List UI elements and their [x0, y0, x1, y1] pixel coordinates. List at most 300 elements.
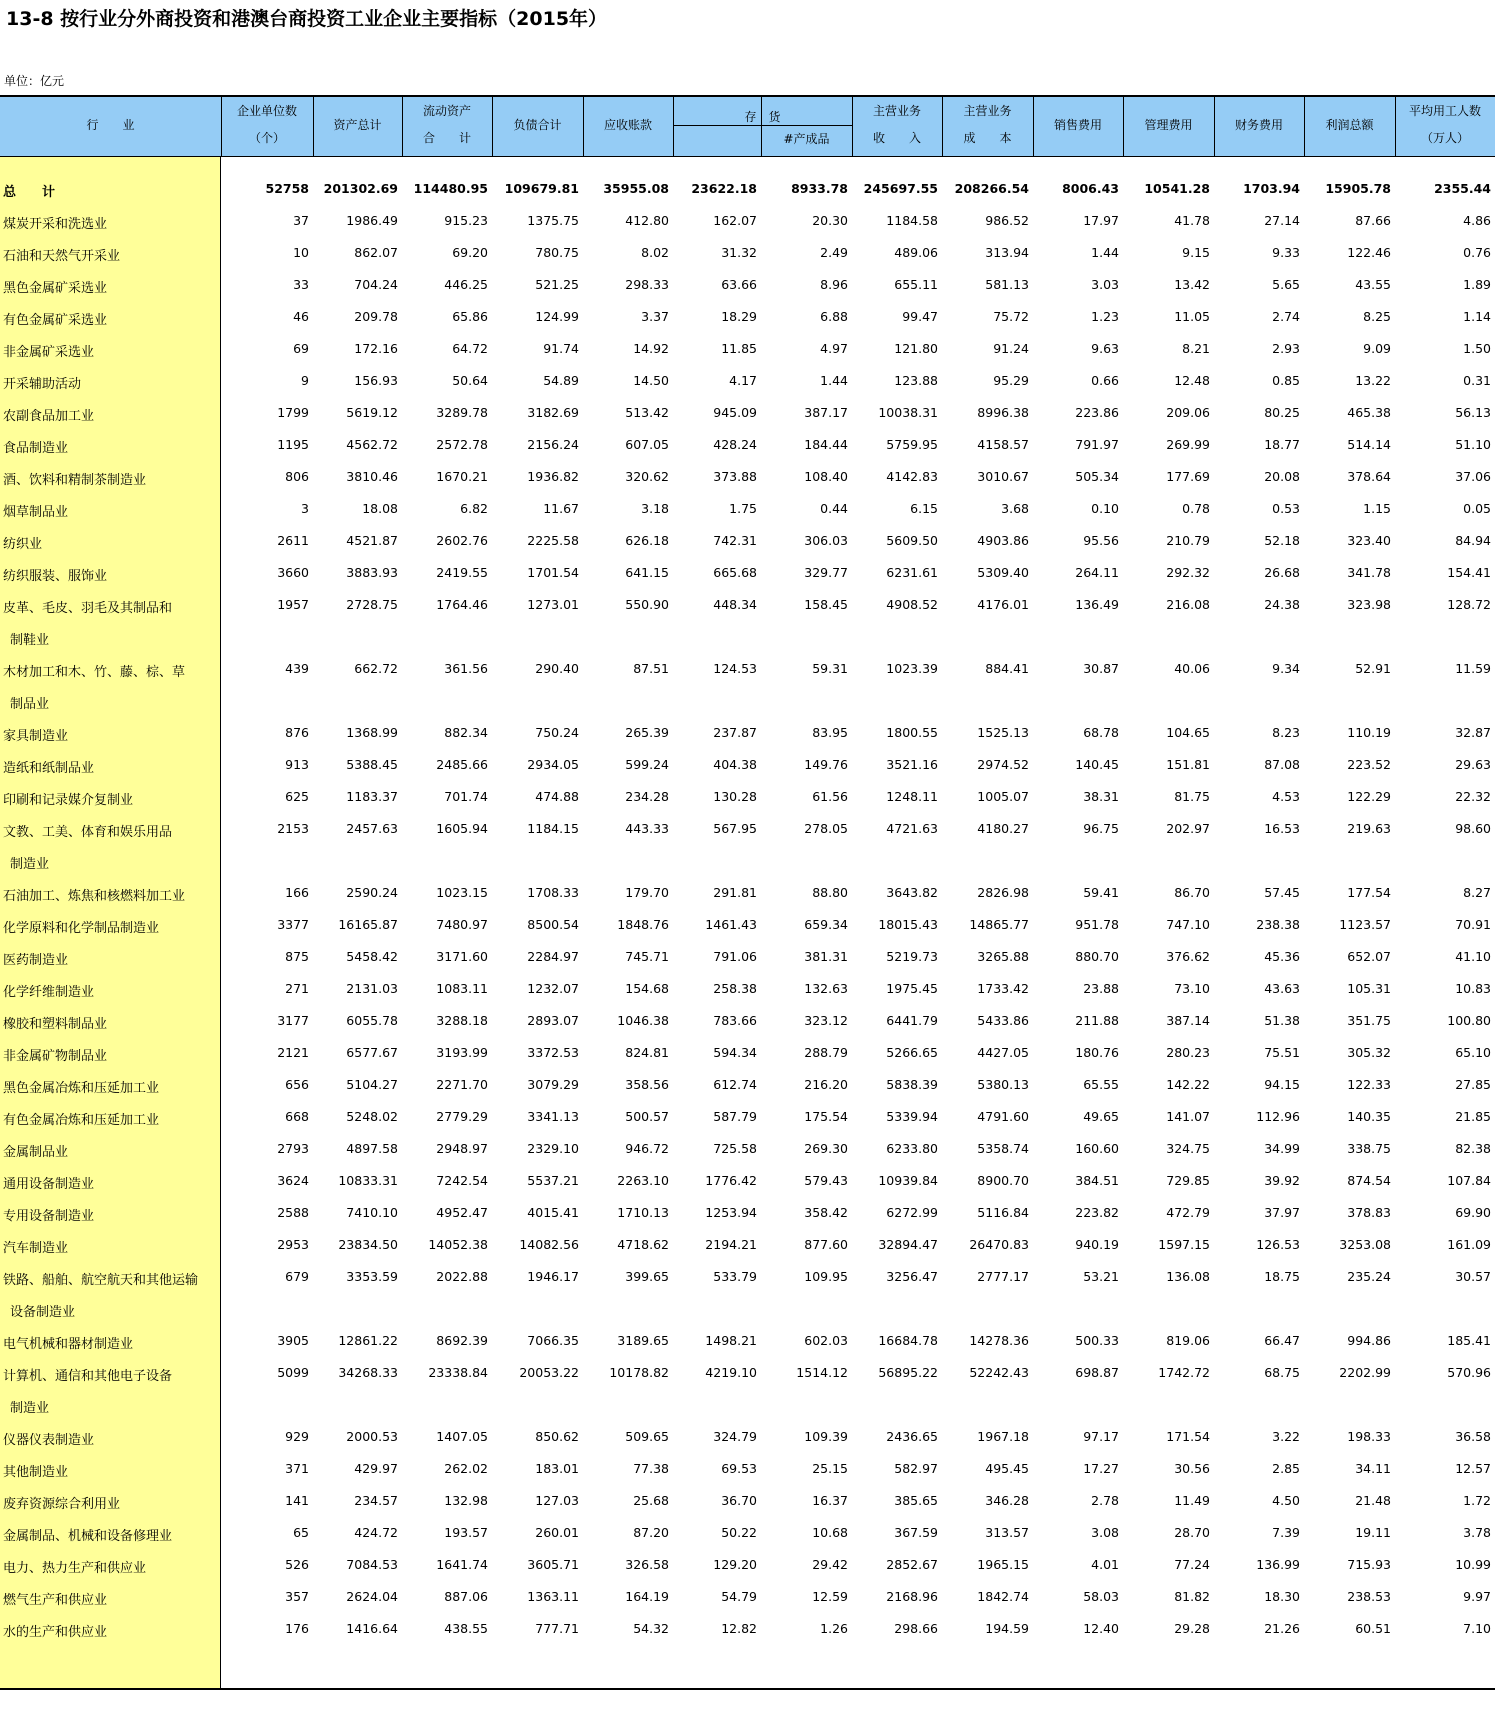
- cell-value: 16165.87: [338, 917, 398, 932]
- cell-value: 1514.12: [796, 1365, 848, 1380]
- cell-value: 211.88: [1075, 1013, 1119, 1028]
- cell-value: 5838.39: [886, 1077, 938, 1092]
- cell-value: 198.33: [1347, 1429, 1391, 1444]
- cell-value: 5619.12: [346, 405, 398, 420]
- header-divider: [673, 95, 674, 157]
- cell-value: 587.79: [713, 1109, 757, 1124]
- column-header-4: 负债合计: [513, 118, 562, 132]
- cell-value: 10: [293, 245, 309, 260]
- industry-name: 化学纤维制造业: [3, 985, 95, 1000]
- cell-value: 2.78: [1091, 1493, 1119, 1508]
- cell-value: 179.70: [625, 885, 669, 900]
- cell-value: 1248.11: [886, 789, 938, 804]
- cell-value: 2485.66: [436, 757, 488, 772]
- cell-value: 10038.31: [878, 405, 938, 420]
- table-row: [0, 1325, 1495, 1357]
- cell-value: 2948.97: [436, 1141, 488, 1156]
- cell-value: 1708.33: [527, 885, 579, 900]
- cell-value: 5433.86: [977, 1013, 1029, 1028]
- cell-value: 5.65: [1272, 277, 1300, 292]
- table-row: [0, 749, 1495, 781]
- cell-value: 625: [285, 789, 309, 804]
- industry-name: 铁路、船舶、航空航天和其他运输: [3, 1273, 199, 1288]
- industry-name-continued: 制品业: [10, 697, 50, 712]
- cell-value: 8692.39: [436, 1333, 488, 1348]
- cell-value: 109679.81: [504, 181, 579, 196]
- cell-value: 16.53: [1264, 821, 1300, 836]
- cell-value: 136.49: [1075, 597, 1119, 612]
- cell-value: 13.22: [1355, 373, 1391, 388]
- cell-value: 32894.47: [878, 1237, 938, 1252]
- cell-value: 171.54: [1166, 1429, 1210, 1444]
- cell-value: 14.50: [633, 373, 669, 388]
- cell-value: 1.44: [1091, 245, 1119, 260]
- cell-value: 288.79: [804, 1045, 848, 1060]
- cell-value: 27.14: [1264, 213, 1300, 228]
- industry-name: 家具制造业: [3, 729, 69, 744]
- cell-value: 3177: [277, 1013, 309, 1028]
- cell-value: 2271.70: [436, 1077, 488, 1092]
- cell-value: 3810.46: [346, 469, 398, 484]
- column-header-6: 存 货: [744, 110, 781, 124]
- table-row: [0, 205, 1495, 237]
- cell-value: 0.85: [1272, 373, 1300, 388]
- cell-value: 109.39: [804, 1429, 848, 1444]
- cell-value: 3624: [277, 1173, 309, 1188]
- cell-value: 882.34: [444, 725, 488, 740]
- cell-value: 994.86: [1347, 1333, 1391, 1348]
- cell-value: 18.75: [1264, 1269, 1300, 1284]
- column-header-line1: 企业单位数: [236, 104, 297, 118]
- cell-value: 424.72: [354, 1525, 398, 1540]
- cell-value: 37.97: [1264, 1205, 1300, 1220]
- cell-value: 216.20: [804, 1077, 848, 1092]
- cell-value: 500.33: [1075, 1333, 1119, 1348]
- cell-value: 2572.78: [436, 437, 488, 452]
- cell-value: 323.98: [1347, 597, 1391, 612]
- cell-value: 1273.01: [527, 597, 579, 612]
- cell-value: 68.75: [1264, 1365, 1300, 1380]
- cell-value: 745.71: [625, 949, 669, 964]
- cell-value: 581.13: [985, 277, 1029, 292]
- unit-label: 单位：亿元: [4, 74, 65, 88]
- cell-value: 3377: [277, 917, 309, 932]
- cell-value: 298.66: [894, 1621, 938, 1636]
- cell-value: 1407.05: [436, 1429, 488, 1444]
- cell-value: 108.40: [804, 469, 848, 484]
- cell-value: 1848.76: [617, 917, 669, 932]
- cell-value: 884.41: [985, 661, 1029, 676]
- cell-value: 1005.07: [977, 789, 1029, 804]
- cell-value: 9.34: [1272, 661, 1300, 676]
- cell-value: 87.20: [633, 1525, 669, 1540]
- industry-name: 金属制品业: [3, 1145, 69, 1160]
- table-row: [0, 269, 1495, 301]
- cell-value: 10178.82: [609, 1365, 669, 1380]
- cell-value: 3.68: [1001, 501, 1029, 516]
- cell-value: 1936.82: [527, 469, 579, 484]
- cell-value: 84.94: [1455, 533, 1491, 548]
- cell-value: 51.10: [1455, 437, 1491, 452]
- cell-value: 5537.21: [527, 1173, 579, 1188]
- cell-value: 41.10: [1455, 949, 1491, 964]
- cell-value: 8.27: [1463, 885, 1491, 900]
- cell-value: 819.06: [1166, 1333, 1210, 1348]
- cell-value: 223.52: [1347, 757, 1391, 772]
- cell-value: 260.01: [535, 1525, 579, 1540]
- industry-name: 石油加工、炼焦和核燃料加工业: [3, 889, 186, 904]
- industry-name-continued: 制鞋业: [10, 633, 50, 648]
- cell-value: 160.60: [1075, 1141, 1119, 1156]
- cell-value: 81.75: [1174, 789, 1210, 804]
- cell-value: 1368.99: [346, 725, 398, 740]
- cell-value: 235.24: [1347, 1269, 1391, 1284]
- cell-value: 77.38: [633, 1461, 669, 1476]
- cell-value: 1957: [277, 597, 309, 612]
- cell-value: 35955.08: [603, 181, 669, 196]
- cell-value: 3193.99: [436, 1045, 488, 1060]
- cell-value: 1461.43: [705, 917, 757, 932]
- cell-value: 1733.42: [977, 981, 1029, 996]
- cell-value: 19.11: [1355, 1525, 1391, 1540]
- cell-value: 61.56: [812, 789, 848, 804]
- cell-value: 87.08: [1264, 757, 1300, 772]
- cell-value: 2611: [277, 533, 309, 548]
- cell-value: 4.86: [1463, 213, 1491, 228]
- cell-value: 313.94: [985, 245, 1029, 260]
- cell-value: 373.88: [713, 469, 757, 484]
- cell-value: 533.79: [713, 1269, 757, 1284]
- cell-value: 30.57: [1455, 1269, 1491, 1284]
- cell-value: 172.16: [354, 341, 398, 356]
- cell-value: 495.45: [985, 1461, 1029, 1476]
- cell-value: 8900.70: [977, 1173, 1029, 1188]
- cell-value: 29.42: [812, 1557, 848, 1572]
- cell-value: 7480.97: [436, 917, 488, 932]
- industry-name: 纺织业: [3, 537, 43, 552]
- cell-value: 612.74: [713, 1077, 757, 1092]
- cell-value: 412.80: [625, 213, 669, 228]
- cell-value: 3.37: [641, 309, 669, 324]
- cell-value: 3288.18: [436, 1013, 488, 1028]
- cell-value: 323.12: [804, 1013, 848, 1028]
- cell-value: 83.95: [812, 725, 848, 740]
- cell-value: 3182.69: [527, 405, 579, 420]
- cell-value: 37: [293, 213, 309, 228]
- cell-value: 164.19: [625, 1589, 669, 1604]
- cell-value: 1799: [277, 405, 309, 420]
- cell-value: 324.79: [713, 1429, 757, 1444]
- cell-value: 1800.55: [886, 725, 938, 740]
- cell-value: 11.67: [543, 501, 579, 516]
- cell-value: 358.56: [625, 1077, 669, 1092]
- column-header-12: 财务费用: [1234, 118, 1283, 132]
- cell-value: 357: [285, 1589, 309, 1604]
- cell-value: 98.60: [1455, 821, 1491, 836]
- cell-value: 1703.94: [1243, 181, 1300, 196]
- cell-value: 0.31: [1463, 373, 1491, 388]
- cell-value: 1184.15: [527, 821, 579, 836]
- column-header-0: 行 业: [86, 118, 135, 132]
- cell-value: 2457.63: [346, 821, 398, 836]
- cell-value: 659.34: [804, 917, 848, 932]
- cell-value: 913: [285, 757, 309, 772]
- cell-value: 387.14: [1166, 1013, 1210, 1028]
- cell-value: 1253.94: [705, 1205, 757, 1220]
- table-row: [0, 1581, 1495, 1613]
- cell-value: 151.81: [1166, 757, 1210, 772]
- table-row: [0, 1229, 1495, 1261]
- cell-value: 791.06: [713, 949, 757, 964]
- cell-value: 183.01: [535, 1461, 579, 1476]
- cell-value: 158.45: [804, 597, 848, 612]
- industry-name: 文教、工美、体育和娱乐用品: [3, 825, 173, 840]
- cell-value: 2602.76: [436, 533, 488, 548]
- table-row: [0, 941, 1495, 973]
- cell-value: 945.09: [713, 405, 757, 420]
- cell-value: 1.15: [1363, 501, 1391, 516]
- cell-value: 2893.07: [527, 1013, 579, 1028]
- cell-value: 704.24: [354, 277, 398, 292]
- cell-value: 6.82: [460, 501, 488, 516]
- cell-value: 550.90: [625, 597, 669, 612]
- industry-name: 煤炭开采和洗选业: [3, 217, 108, 232]
- industry-name: 有色金属冶炼和压延加工业: [3, 1113, 160, 1128]
- cell-value: 747.10: [1166, 917, 1210, 932]
- cell-value: 88.80: [812, 885, 848, 900]
- cell-value: 10.99: [1455, 1557, 1491, 1572]
- cell-value: 60.51: [1355, 1621, 1391, 1636]
- cell-value: 6055.78: [346, 1013, 398, 1028]
- cell-value: 378.83: [1347, 1205, 1391, 1220]
- cell-value: 0.66: [1091, 373, 1119, 388]
- table-row: [0, 973, 1495, 1005]
- cell-value: 313.57: [985, 1525, 1029, 1540]
- cell-value: 1742.72: [1158, 1365, 1210, 1380]
- cell-value: 65.55: [1083, 1077, 1119, 1092]
- cell-value: 36.58: [1455, 1429, 1491, 1444]
- cell-value: 1.26: [820, 1621, 848, 1636]
- cell-value: 2793: [277, 1141, 309, 1156]
- column-header-line2: （个）: [248, 131, 285, 145]
- cell-value: 5358.74: [977, 1141, 1029, 1156]
- cell-value: 124.53: [713, 661, 757, 676]
- cell-value: 5099: [277, 1365, 309, 1380]
- cell-value: 12.48: [1174, 373, 1210, 388]
- cell-value: 4015.41: [527, 1205, 579, 1220]
- cell-value: 237.87: [713, 725, 757, 740]
- cell-value: 21.48: [1355, 1493, 1391, 1508]
- cell-value: 1641.74: [436, 1557, 488, 1572]
- cell-value: 69: [293, 341, 309, 356]
- column-header-9: [942, 103, 1033, 146]
- column-header-10: 销售费用: [1053, 118, 1102, 132]
- cell-value: 2779.29: [436, 1109, 488, 1124]
- cell-value: 1195: [277, 437, 309, 452]
- table-row: [0, 493, 1495, 525]
- cell-value: 127.03: [535, 1493, 579, 1508]
- table-row: [0, 525, 1495, 557]
- cell-value: 141: [285, 1493, 309, 1508]
- cell-value: 26470.83: [969, 1237, 1029, 1252]
- cell-value: 1.44: [820, 373, 848, 388]
- cell-value: 52242.43: [969, 1365, 1029, 1380]
- cell-value: 290.40: [535, 661, 579, 676]
- cell-value: 59.31: [812, 661, 848, 676]
- cell-value: 18.08: [362, 501, 398, 516]
- cell-value: 184.44: [804, 437, 848, 452]
- cell-value: 69.53: [721, 1461, 757, 1476]
- cell-value: 438.55: [444, 1621, 488, 1636]
- cell-value: 850.62: [535, 1429, 579, 1444]
- cell-value: 12.40: [1083, 1621, 1119, 1636]
- cell-value: 52.91: [1355, 661, 1391, 676]
- cell-value: 58.03: [1083, 1589, 1119, 1604]
- table-row: [0, 333, 1495, 365]
- cell-value: 567.95: [713, 821, 757, 836]
- cell-value: 17.97: [1083, 213, 1119, 228]
- cell-value: 1605.94: [436, 821, 488, 836]
- cell-value: 6441.79: [886, 1013, 938, 1028]
- industry-name: 化学原料和化学制品制造业: [3, 921, 160, 936]
- cell-value: 14082.56: [519, 1237, 579, 1252]
- cell-value: 69.90: [1455, 1205, 1491, 1220]
- cell-value: 439: [285, 661, 309, 676]
- cell-value: 862.07: [354, 245, 398, 260]
- cell-value: 161.09: [1447, 1237, 1491, 1252]
- table-row: [0, 1037, 1495, 1069]
- cell-value: 99.47: [902, 309, 938, 324]
- cell-value: 57.45: [1264, 885, 1300, 900]
- cell-value: 791.97: [1075, 437, 1119, 452]
- cell-value: 1701.54: [527, 565, 579, 580]
- cell-value: 14.92: [633, 341, 669, 356]
- cell-value: 338.75: [1347, 1141, 1391, 1156]
- cell-value: 306.03: [804, 533, 848, 548]
- cell-value: 6272.99: [886, 1205, 938, 1220]
- table-row: [0, 237, 1495, 269]
- cell-value: 1776.42: [705, 1173, 757, 1188]
- cell-value: 2022.88: [436, 1269, 488, 1284]
- cell-value: 320.62: [625, 469, 669, 484]
- cell-value: 429.97: [354, 1461, 398, 1476]
- cell-value: 291.81: [713, 885, 757, 900]
- cell-value: 59.41: [1083, 885, 1119, 900]
- cell-value: 465.38: [1347, 405, 1391, 420]
- industry-name: 专用设备制造业: [3, 1209, 95, 1224]
- cell-value: 69.20: [452, 245, 488, 260]
- column-header-line2: （万人）: [1420, 131, 1469, 145]
- cell-value: 77.24: [1174, 1557, 1210, 1572]
- cell-value: 271: [285, 981, 309, 996]
- cell-value: 264.11: [1075, 565, 1119, 580]
- cell-value: 1.50: [1463, 341, 1491, 356]
- cell-value: 1965.15: [977, 1557, 1029, 1572]
- cell-value: 29.63: [1455, 757, 1491, 772]
- cell-value: 777.71: [535, 1621, 579, 1636]
- cell-value: 193.57: [444, 1525, 488, 1540]
- total-row: [0, 173, 1495, 205]
- cell-value: 7.39: [1272, 1525, 1300, 1540]
- table-row: [0, 653, 1495, 712]
- table-row: [0, 1485, 1495, 1517]
- cell-value: 12.59: [812, 1589, 848, 1604]
- cell-value: 56.13: [1455, 405, 1491, 420]
- cell-value: 384.51: [1075, 1173, 1119, 1188]
- cell-value: 4158.57: [977, 437, 1029, 452]
- cell-value: 3341.13: [527, 1109, 579, 1124]
- cell-value: 51.38: [1264, 1013, 1300, 1028]
- industry-name: 总 计: [3, 185, 56, 200]
- table-row: [0, 1517, 1495, 1549]
- cell-value: 8996.38: [977, 405, 1029, 420]
- cell-value: 1986.49: [346, 213, 398, 228]
- cell-value: 3.08: [1091, 1525, 1119, 1540]
- cell-value: 141.07: [1166, 1109, 1210, 1124]
- cell-value: 662.72: [354, 661, 398, 676]
- table-row: [0, 1133, 1495, 1165]
- cell-value: 66.47: [1264, 1333, 1300, 1348]
- cell-value: 166: [285, 885, 309, 900]
- cell-value: 385.65: [894, 1493, 938, 1508]
- cell-value: 3372.53: [527, 1045, 579, 1060]
- cell-value: 1670.21: [436, 469, 488, 484]
- cell-value: 234.57: [354, 1493, 398, 1508]
- cell-value: 7084.53: [346, 1557, 398, 1572]
- industry-name: 食品制造业: [3, 441, 69, 456]
- cell-value: 30.87: [1083, 661, 1119, 676]
- cell-value: 96.75: [1083, 821, 1119, 836]
- inventory-subheader-rule: [673, 125, 852, 126]
- cell-value: 22.32: [1455, 789, 1491, 804]
- cell-value: 2.85: [1272, 1461, 1300, 1476]
- cell-value: 729.85: [1166, 1173, 1210, 1188]
- cell-value: 126.53: [1256, 1237, 1300, 1252]
- cell-value: 4908.52: [886, 597, 938, 612]
- cell-value: 361.56: [444, 661, 488, 676]
- cell-value: 8.21: [1182, 341, 1210, 356]
- cell-value: 668: [285, 1109, 309, 1124]
- cell-value: 489.06: [894, 245, 938, 260]
- industry-name: 其他制造业: [3, 1465, 69, 1480]
- cell-value: 8.96: [820, 277, 848, 292]
- cell-value: 23834.50: [338, 1237, 398, 1252]
- cell-value: 1498.21: [705, 1333, 757, 1348]
- cell-value: 238.38: [1256, 917, 1300, 932]
- cell-value: 4562.72: [346, 437, 398, 452]
- industry-name: 非金属矿采选业: [3, 345, 95, 360]
- cell-value: 404.38: [713, 757, 757, 772]
- cell-value: 49.65: [1083, 1109, 1119, 1124]
- cell-value: 6231.61: [886, 565, 938, 580]
- industry-name: 电气机械和器材制造业: [3, 1337, 134, 1352]
- cell-value: 4219.10: [705, 1365, 757, 1380]
- cell-value: 2852.67: [886, 1557, 938, 1572]
- cell-value: 10939.84: [878, 1173, 938, 1188]
- industry-name: 开采辅助活动: [3, 377, 82, 392]
- cell-value: 3521.16: [886, 757, 938, 772]
- column-header-line1: 主营业务: [872, 104, 921, 118]
- cell-value: 10.83: [1455, 981, 1491, 996]
- cell-value: 448.34: [713, 597, 757, 612]
- cell-value: 16684.78: [878, 1333, 938, 1348]
- cell-value: 5380.13: [977, 1077, 1029, 1092]
- cell-value: 41.78: [1174, 213, 1210, 228]
- cell-value: 750.24: [535, 725, 579, 740]
- cell-value: 6577.67: [346, 1045, 398, 1060]
- cell-value: 97.17: [1083, 1429, 1119, 1444]
- cell-value: 18.30: [1264, 1589, 1300, 1604]
